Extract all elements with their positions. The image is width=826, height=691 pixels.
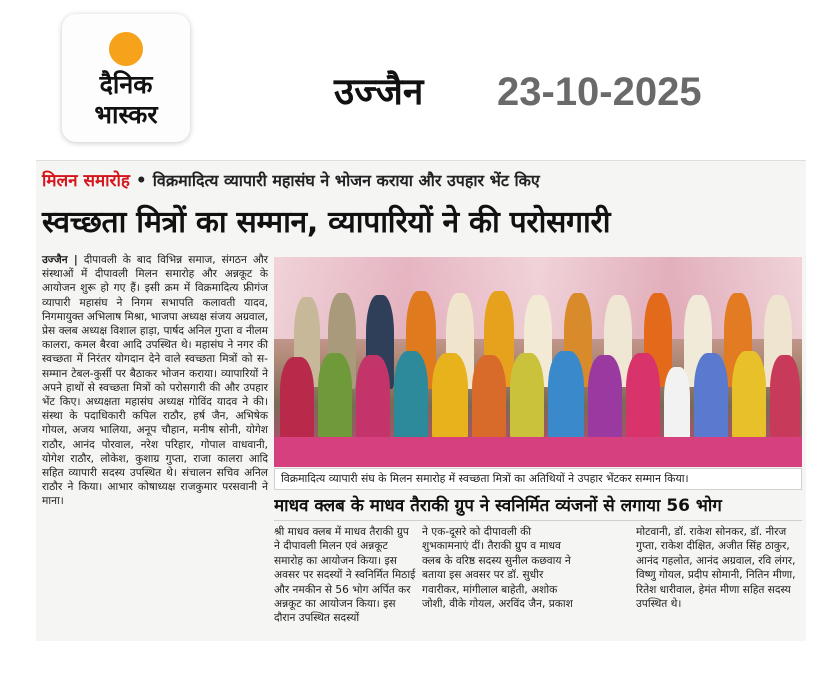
article-kicker [42,169,540,193]
photo-person [732,351,766,441]
second-article-col2: ने एक-दूसरे को दीपावली की शुभकामनाएं दीं। तैराकी ग्रुप व माधव क्लब के वरिष्ठ सदस्य सुनील कछवाय ने बताया इस अवसर पर डॉ. सुधीर गवारीकर, मांगीलाल बाहेती, अशोक जोशी, वीके गोयल, अरविंद जैन, प्रकाश [422,526,573,611]
photo-person [318,353,352,441]
group-photo [274,257,802,467]
photo-person [664,367,690,441]
photo-person [280,357,314,441]
article-body-text: दीपावली के बाद विभिन्न समाज, संगठन और संस्थाओं में दीपावली मिलन समारोह और अन्नकूट के आयोजन शुरू हो गए हैं। इसी क्रम में विक्रमादित्य फ्रीगंज व्यापारी महासंघ ने निगम सभापति कलावती यादव, निगमायुक्त अभिलाष मिश्रा, भाजपा अध्यक्ष संजय अग्रवाल, प्रेस क्लब अध्यक्ष विशाल हाड़ा, पार्षद अनिल गुप्ता व नीलम कालरा, कमल बैरवा आदि उपस्थित थे। महासंघ ने नगर की स्वच्छता में निरंतर योगदान देने वाले स्वच्छता मित्रों को स-सम्मान टेबल-कुर्सी पर बैठाकर भोजन कराया। व्यापारियों ने अपने हाथों से स्वच्छता मित्रों को परोसगारी की और उपहार भेंट किए। अध्यक्षता महासंघ अध्यक्ष गोविंद यादव ने की। संस्था के पदाधिकारी कपिल राठौर, हर्ष जैन, अभिषेक गोयल, अजय भालिया, अनूप चौहान, मनीष सोनी, योगेश राठौर, आनंद पोरवाल, नरेश परिहार, गोपाल वाधवानी, योगेश राठौर, लोकेश, कुशाग्र गुप्ता, राजा कालरा आदि सहित व्यापारी सदस्य उपस्थित थे। संचालन सचिव अनिल राठौर ने किया। आभार कोषाध्यक्ष राजकुमार परसवानी ने माना। [42,254,269,508]
photo-person [356,355,390,441]
logo-text-line1: दैनिक [99,70,153,99]
edition-city: उज्जैन [334,70,424,113]
second-article-headline: माधव क्लब के माधव तैराकी ग्रुप ने स्वनिर्मित व्यंजनों से लगाया 56 भोग [274,492,802,521]
photo-person [694,353,728,441]
photo-person [510,353,544,441]
article-dateline: उज्जैन | [42,254,78,266]
dainik-bhaskar-logo [62,14,190,142]
photo-person [432,353,468,441]
photo-person [588,355,622,441]
photo-person [394,351,428,441]
photo-floor [274,437,802,467]
photo-person [548,351,584,441]
photo-person [626,353,660,441]
logo-text-line2: भास्कर [94,100,158,129]
edition-date: 23-10-2025 [497,70,702,114]
photo-person [472,355,506,441]
kicker-subtitle: विक्रमादित्य व्यापारी महासंघ ने भोजन कराया और उपहार भेंट किए [152,171,540,190]
photo-caption: विक्रमादित्य व्यापारी संघ के मिलन समारोह में स्वच्छता मित्रों का अतिथियों ने उपहार भेंटकर सम्मान किया। [274,468,802,490]
article-body [42,253,268,509]
kicker-label: मिलन समारोह [42,171,130,191]
sun-icon [109,32,143,66]
photo-person [770,355,800,441]
second-article-col3: मोटवानी, डॉ. राकेश सोनकर, डॉ. नीरज गुप्ता, राकेश दीक्षित, अजीत सिंह ठाकुर, आनंद गहलोत, आनंद अग्रवाल, रवि लंगर, विष्णु गोयल, प्रदीप सोमानी, नितिन मीणा, रितेश धारीवाल, हेमंत मीणा सहित सदस्य उपस्थित थे। [636,526,796,611]
kicker-bullet: • [135,171,147,191]
article-headline: स्वच्छता मित्रों का सम्मान, व्यापारियों ने की परोसगारी [42,205,611,240]
second-article-col1: श्री माधव क्लब में माधव तैराकी ग्रुप ने दीपावली मिलन एवं अन्नकूट समारोह का आयोजन किया। इस अवसर पर सदस्यों ने स्वनिर्मित मिठाई और नमकीन से 56 भोग अर्पित कर अन्नकूट का आयोजन किया। इस दौरान उपस्थित सदस्यों [274,526,416,625]
newspaper-clipping [36,160,806,641]
